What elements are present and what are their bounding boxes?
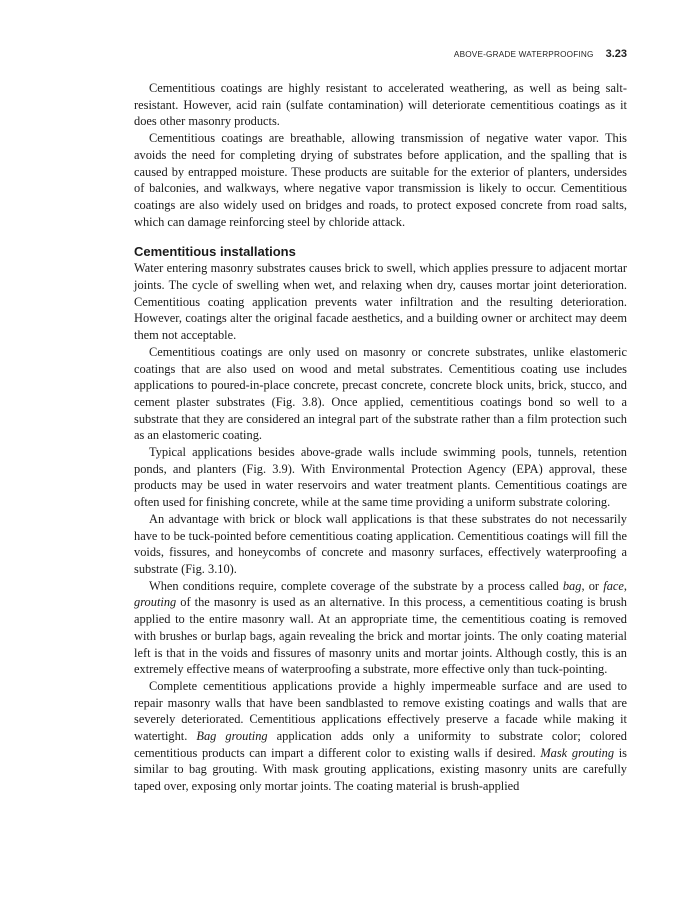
paragraph-bag-grouting: When conditions require, complete coverage of the substrate by a process called bag, or face, grouting of the masonry is used as an alternative. In this process, a cementitious coating is brush applied to the entire masonry wall. At an appropriate time, the cementitious coating is removed with brushes or burlap bags, again revealing the brick and mortar joints. The only coating material left is that in the voids and fissures of masonry units and mortar joints. Although costly, this is an extremely effective means of waterproofing a substrate, more effective only than tuck-pointing.: [134, 578, 627, 677]
paragraph-tuck-pointing: An advantage with brick or block wall applications is that these substrates do not necessarily have to be tuck-pointed before cementitious coating application. Cementitious coatings will fill the voids, fissures, and honeycombs of concrete and masonry surfaces, effectively waterproofing a substrate (Fig. 3.10).: [134, 511, 627, 576]
section-heading: Cementitious installations: [134, 244, 296, 260]
running-head: ABOVE-GRADE WATERPROOFING: [453, 50, 594, 59]
paragraph-typical-applications: Typical applications besides above-grade walls include swimming pools, tunnels, retention ponds, and planters (Fig. 3.9). With Environmental Protection Agency (EPA) approval, these products may be used in water reservoirs and water treatment plants. Cementitious coatings are often used for finishing concrete, while at the same time providing a uniform substrate coloring.: [134, 445, 627, 510]
page-number: 3.23: [605, 48, 627, 60]
page-header: [134, 44, 627, 62]
body-text: [134, 80, 627, 795]
paragraph-substrates: Cementitious coatings are only used on masonry or concrete substrates, unlike elastomeric coatings that are also used on wood and metal substrates. Cementitious coating use includes applications to poured-in-place concrete, precast concrete, concrete block units, brick, stucco, and cement plaster substrates (Fig. 3.8). Once applied, cementitious coatings bond so well to a substrate that they are considered an integral part of the substrate rather than a film protection such as an elastomeric coating.: [134, 344, 627, 443]
paragraph-weathering: Cementitious coatings are highly resistant to accelerated weathering, as well as being salt-resistant. However, acid rain (sulfate contamination) will deteriorate cementitious coatings as it does other masonry products.: [134, 81, 627, 129]
paragraph-water-entering: Water entering masonry substrates causes brick to swell, which applies pressure to adjacent mortar joints. The cycle of swelling when wet, and relaxing when dry, causes mortar joint deterioration. Cementitious coating application prevents water infiltration and the resulting deterioration. However, coatings alter the original facade aesthetics, and a building owner or architect may deem them not acceptable.: [134, 261, 627, 343]
paragraph-complete-applications: Complete cementitious applications provide a highly impermeable surface and are used to repair masonry walls that have been sandblasted to remove existing coatings and walls that are severely deteriorated. Cementitious applications effectively preserve a facade while making it watertight. Bag grouting application adds only a uniformity to substrate color; colored cementitious products can impart a different color to existing walls if desired. Mask grouting is similar to bag grouting. With mask grouting applications, existing masonry units are carefully taped over, exposing only mortar joints. The coating material is brush-applied: [134, 678, 628, 794]
paragraph-breathable: Cementitious coatings are breathable, allowing transmission of negative water vapor. This avoids the need for completing drying of substrates before application, and the spalling that is caused by entrapped moisture. These products are suitable for the exterior of planters, undersides of balconies, and walkways, where negative vapor transmission is likely to occur. Cementitious coatings are also widely used on bridges and roads, to protect exposed concrete from road salts, which can damage reinforcing steel by chloride attack.: [134, 131, 627, 229]
